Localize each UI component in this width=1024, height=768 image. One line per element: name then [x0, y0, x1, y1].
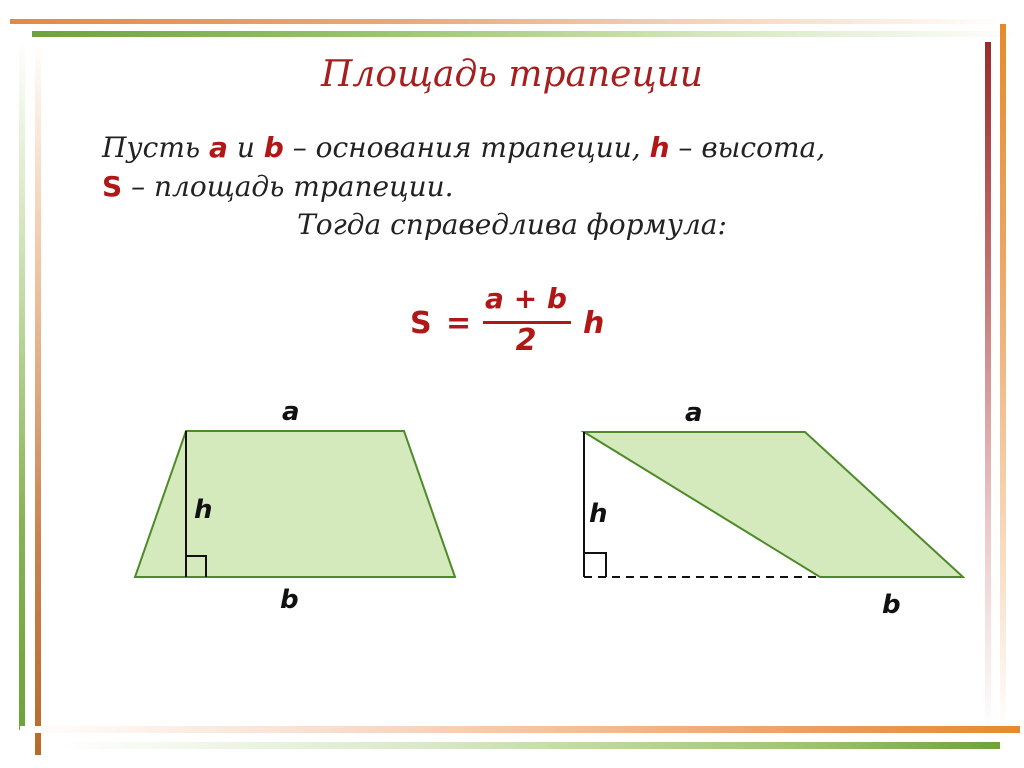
right-right-angle-mark: [584, 553, 606, 577]
formula-lhs: S: [410, 306, 432, 341]
variable-b: b: [263, 131, 284, 164]
formula-numerator: a + b: [485, 282, 567, 315]
text-segment: – высота,: [669, 131, 826, 164]
text-segment: и: [227, 131, 264, 164]
left-label-a: a: [282, 397, 300, 427]
right-trapezoid-figure: [584, 398, 963, 620]
right-label-h: h: [589, 499, 608, 529]
text-segment: – площадь трапеции.: [122, 170, 454, 203]
variable-h: h: [649, 131, 670, 164]
formula-equals: =: [446, 306, 472, 341]
right-label-a: a: [685, 398, 703, 428]
formula-factor: h: [583, 306, 605, 341]
formula-intro: Тогда справедлива формула:: [297, 208, 727, 241]
left-label-b: b: [280, 585, 299, 615]
text-segment: Пусть: [102, 131, 210, 164]
right-trapezoid: [584, 432, 963, 577]
right-label-b: b: [882, 590, 901, 620]
left-trapezoid: [135, 431, 455, 577]
variable-S: S: [102, 170, 123, 203]
slide-title: Площадь трапеции: [321, 54, 703, 95]
variable-a: a: [209, 131, 228, 164]
left-trapezoid-figure: [135, 397, 455, 615]
formula-denominator: 2: [515, 323, 537, 358]
text-segment: – основания трапеции,: [283, 131, 650, 164]
left-label-h: h: [194, 495, 213, 525]
